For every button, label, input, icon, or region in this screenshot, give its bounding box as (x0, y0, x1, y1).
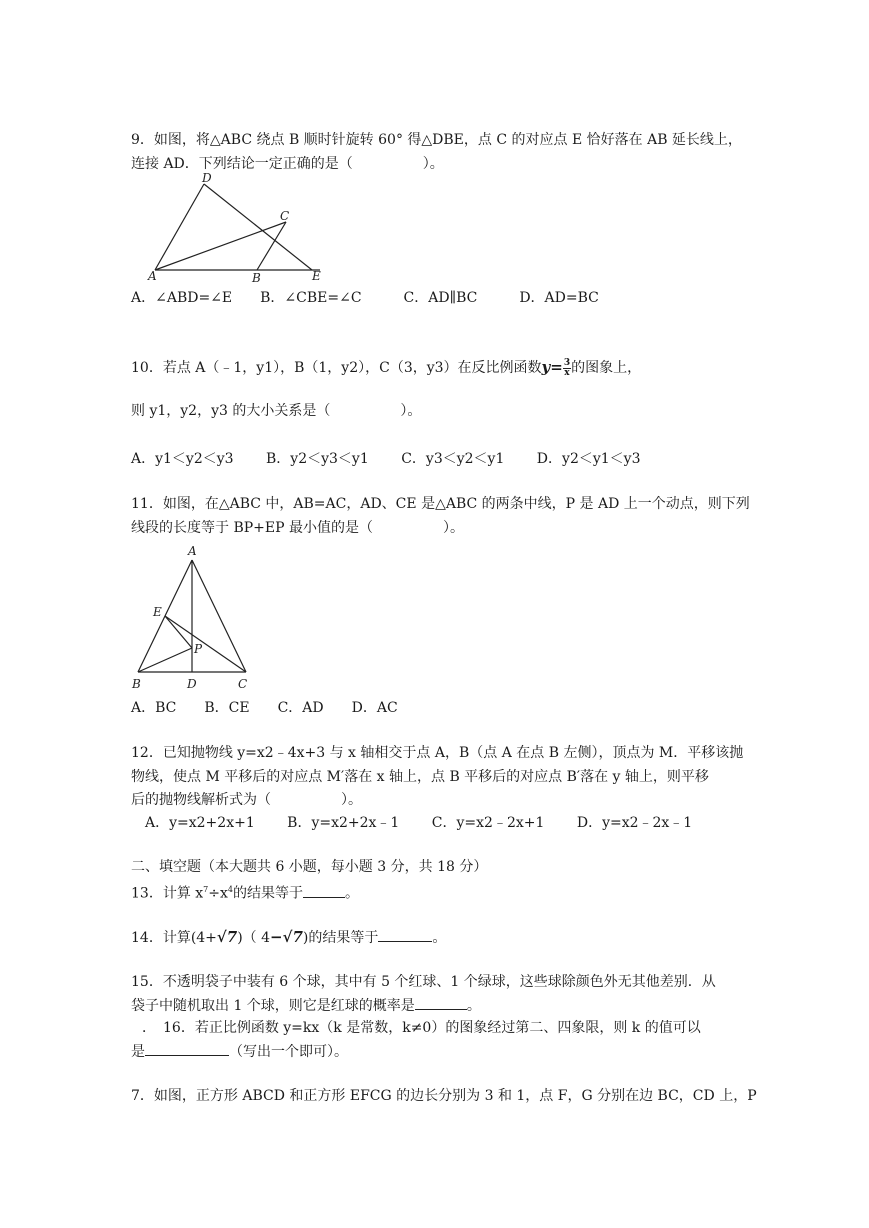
q16-answer-blank[interactable] (145, 1041, 229, 1056)
q10-fraction-num: 3 (563, 357, 571, 368)
q10-line1-post: 的图象上， (571, 360, 642, 376)
q10-options: A．y1＜y2＜y3 B．y2＜y3＜y1 C．y3＜y2＜y1 D．y2＜y1＜y3 (131, 451, 641, 467)
q9-options: A．∠ABD=∠E B．∠CBE=∠C C．AD∥BC D．AD=BC (131, 290, 599, 306)
q15-line2-end: 。 (466, 998, 481, 1014)
q16-line2 (131, 1041, 348, 1062)
q14-post: )的结果等于 (302, 930, 379, 946)
q10-line1 (131, 357, 641, 378)
q14 (131, 927, 446, 948)
q11-label-p: P (194, 642, 203, 656)
q13-pre: 13．计算 x (131, 885, 204, 902)
q13-end: 。 (345, 885, 359, 902)
q15-line1: 15．不透明袋子中装有 6 个球，其中有 5 个红球、1 个绿球，这些球除颜色外无其他差别．从 (131, 974, 716, 990)
q13-post: 的结果等于 (233, 885, 303, 902)
q10-fraction (563, 359, 571, 378)
q10-line1-pre: 10．若点 A（﹣1，y1），B（1，y2），C（3，y3）在反比例函数 (131, 360, 542, 376)
q11-label-e: E (153, 605, 162, 619)
q10-fraction-den: x (564, 367, 570, 378)
q13-answer-blank[interactable] (303, 883, 345, 898)
q11-label-a: A (188, 544, 197, 558)
q9-label-e: E (312, 269, 321, 282)
q9-line1: 9．如图，将△ABC 绕点 B 顺时针旋转 60° 得△DBE，点 C 的对应点 E 恰好落在 AB 延长线上， (131, 132, 742, 148)
q15-line2 (131, 995, 481, 1016)
q12-line3: 后的抛物线解析式为（ ）。 (131, 792, 362, 808)
q15-line2-pre: 袋子中随机取出 1 个球，则它是红球的概率是 (131, 998, 415, 1014)
q9-label-b: B (252, 271, 261, 282)
q12-line1: 12．已知抛物线 y=x2﹣4x+3 与 x 轴相交于点 A，B（点 A 在点 B 左侧），顶点为 M．平移该抛 (131, 745, 744, 761)
q14-sqrt2: √7 (282, 928, 303, 946)
q10-fn-y: y (541, 358, 551, 376)
q14-minus: − (270, 928, 283, 946)
q15-answer-blank[interactable] (415, 995, 467, 1010)
q13-exp1: 7 (203, 885, 209, 894)
q12-options: A．y=x2+2x+1 B．y=x2+2x﹣1 C．y=x2﹣2x+1 D．y=x2﹣2x﹣1 (131, 815, 693, 831)
q11-options: A．BC B．CE C．AD D．AC (131, 700, 398, 716)
q14-pre: 14．计算(4+ (131, 930, 217, 946)
q16-line2-pre: 是 (131, 1044, 145, 1060)
q9-label-c: C (280, 209, 290, 223)
q13-exp2: 4 (227, 885, 233, 894)
q13 (131, 880, 359, 904)
q14-end: 。 (432, 930, 447, 946)
q11-label-b: B (132, 677, 141, 690)
q12-line2: 物线，使点 M 平移后的对应点 M′落在 x 轴上，点 B 平移后的对应点 B′落在 y 轴上，则平移 (131, 769, 709, 785)
q10-fn-eq: = (550, 358, 563, 376)
q9-figure (140, 172, 350, 282)
q16-line2-post: （写出一个即可）。 (229, 1044, 348, 1060)
section2-heading: 二、填空题（本大题共 6 小题，每小题 3 分，共 18 分） (131, 859, 488, 875)
q14-sqrt1: √7 (216, 928, 238, 946)
q11-line2: 线段的长度等于 BP+EP 最小值的是（ ）。 (131, 520, 464, 536)
q16-line1: ． 16．若正比例函数 y=kx（k 是常数，k≠0）的图象经过第二、四象限，则 k 的值可以 (142, 1020, 701, 1036)
q9-line2: 连接 AD．下列结论一定正确的是（ ）。 (131, 156, 444, 172)
q11-label-d: D (187, 677, 197, 690)
q14-answer-blank[interactable] (378, 927, 432, 942)
q11-line1: 11．如图，在△ABC 中，AB=AC，AD、CE 是△ABC 的两条中线，P 是 AD 上一个动点，则下列 (131, 496, 750, 512)
q10-line2: 则 y1，y2，y3 的大小关系是（ ）。 (131, 403, 422, 419)
q13-mid: ÷x (208, 885, 228, 902)
q11-figure (128, 540, 258, 690)
q11-label-c: C (238, 677, 248, 690)
q17-line1: 7．如图，正方形 ABCD 和正方形 EFCG 的边长分别为 3 和 1，点 F，G 分别在边 BC，CD 上，P (131, 1088, 757, 1104)
q9-label-a: A (148, 269, 157, 282)
q9-label-d: D (202, 172, 212, 185)
q14-mid: )（ 4 (237, 930, 271, 946)
